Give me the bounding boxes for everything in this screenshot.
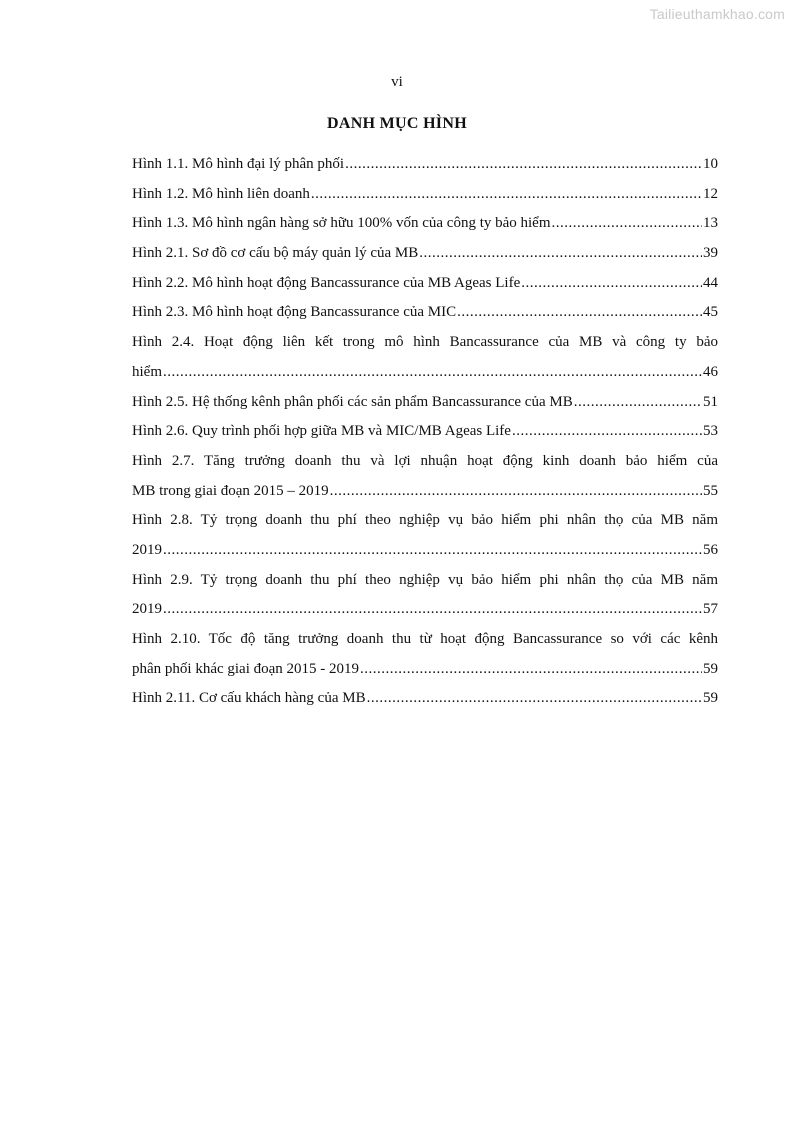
toc-entry-wrapped-line: [132, 447, 718, 477]
toc-entry-page-number: 53: [703, 423, 718, 440]
toc-entry-text: Hình 2.7. Tăng trưởng doanh thu và lợi nhuận hoạt động kinh doanh bảo hiểm của: [132, 452, 718, 469]
toc-entry-last-line: [132, 655, 718, 685]
dot-leader: [163, 536, 702, 566]
toc-entry-last-line: [132, 269, 718, 299]
toc-entry-page-number: 51: [703, 393, 718, 410]
toc-entry[interactable]: [132, 298, 718, 328]
dot-leader: [419, 239, 702, 269]
toc-entry-page-number: 44: [703, 274, 718, 291]
watermark: Tailieuthamkhao.com: [649, 6, 785, 22]
toc-entry-last-line: [132, 180, 718, 210]
toc-entry-text: Hình 2.10. Tốc độ tăng trưởng doanh thu từ hoạt động Bancassurance so với các kênh: [132, 631, 718, 647]
toc-entry-page-number: 57: [703, 601, 718, 618]
toc-entry[interactable]: [132, 388, 718, 418]
page-number: vi: [391, 74, 403, 90]
toc-entry[interactable]: [132, 180, 718, 210]
toc-entry-text: Hình 2.11. Cơ cấu khách hàng của MB: [132, 690, 366, 707]
dot-leader: [457, 298, 702, 328]
toc-entry-text: Hình 2.6. Quy trình phối hợp giữa MB và MIC/MB Ageas Life: [132, 423, 511, 440]
toc-entry-last-line: [132, 209, 718, 239]
toc-entry[interactable]: [132, 447, 718, 506]
toc-entry-text: MB trong giai đoạn 2015 – 2019: [132, 482, 329, 499]
toc-entry-last-line: [132, 150, 718, 180]
dot-leader: [574, 388, 702, 418]
toc-entry[interactable]: [132, 684, 718, 714]
toc-entry-text: Hình 2.2. Mô hình hoạt động Bancassurance của MB Ageas Life: [132, 274, 521, 291]
toc-entry-last-line: [132, 388, 718, 418]
toc-entry-text: phân phối khác giai đoạn 2015 - 2019: [132, 660, 360, 677]
toc-entry[interactable]: [132, 239, 718, 269]
dot-leader: [163, 358, 702, 388]
toc-entry-text: 2019: [132, 601, 162, 618]
toc-entry-text: 2019: [132, 541, 162, 558]
dot-leader: [360, 655, 702, 685]
toc-entry[interactable]: [132, 209, 718, 239]
dot-leader: [367, 684, 702, 714]
dot-leader: [512, 417, 702, 447]
toc-entry-text: Hình 1.1. Mô hình đại lý phân phối: [132, 156, 345, 172]
toc-entry[interactable]: [132, 566, 718, 625]
dot-leader: [552, 209, 702, 239]
toc-entry-text: Hình 1.2. Mô hình liên doanh: [132, 185, 310, 202]
toc-entry-wrapped-line: [132, 506, 718, 536]
toc-entry-page-number: 46: [703, 363, 718, 380]
dot-leader: [345, 150, 702, 180]
toc-entry-wrapped-line: [132, 566, 718, 596]
toc-entry-last-line: [132, 358, 718, 388]
toc-entry[interactable]: [132, 269, 718, 299]
toc-entry-page-number: 12: [703, 185, 718, 202]
toc-entry-last-line: [132, 239, 718, 269]
toc-entry-page-number: 55: [703, 482, 718, 499]
toc-entry-text: Hình 2.8. Tỷ trọng doanh thu phí theo nghiệp vụ bảo hiểm phi nhân thọ của MB năm: [132, 512, 718, 529]
toc-entry-last-line: [132, 684, 718, 714]
toc-entry-page-number: 13: [703, 215, 718, 232]
dot-leader: [330, 477, 702, 507]
toc-entry[interactable]: [132, 328, 718, 387]
toc-entry-page-number: 59: [703, 690, 718, 707]
dot-leader: [521, 269, 702, 299]
toc-entry-last-line: [132, 417, 718, 447]
toc-entry-last-line: [132, 536, 718, 566]
toc-entry-text: Hình 2.9. Tỷ trọng doanh thu phí theo nghiệp vụ bảo hiểm phi nhân thọ của MB năm: [132, 571, 718, 588]
toc-entry-page-number: 39: [703, 245, 718, 262]
dot-leader: [311, 180, 702, 210]
toc-entry-last-line: [132, 595, 718, 625]
toc-entry-wrapped-line: [132, 328, 718, 358]
toc-entry-text: hiểm: [132, 363, 162, 380]
toc-entry-text: Hình 1.3. Mô hình ngân hàng sở hữu 100% vốn của công ty bảo hiểm: [132, 215, 551, 232]
toc-entry-page-number: 59: [703, 660, 718, 677]
toc-entry-text: Hình 2.5. Hệ thống kênh phân phối các sản phẩm Bancassurance của MB: [132, 393, 573, 410]
toc-entry[interactable]: [132, 417, 718, 447]
toc-entry-text: Hình 2.3. Mô hình hoạt động Bancassurance của MIC: [132, 304, 457, 321]
toc-entry-page-number: 56: [703, 541, 718, 558]
toc-entry[interactable]: [132, 625, 718, 684]
toc-entry-wrapped-line: [132, 625, 718, 655]
toc-entry-page-number: 45: [703, 304, 718, 321]
dot-leader: [163, 595, 702, 625]
toc-entry-text: Hình 2.4. Hoạt động liên kết trong mô hình Bancassurance của MB và công ty bảo: [132, 334, 718, 351]
toc-entry-last-line: [132, 477, 718, 507]
figure-list: [132, 150, 718, 714]
page-title: DANH MỤC HÌNH: [327, 115, 467, 132]
toc-entry[interactable]: [132, 506, 718, 565]
toc-entry[interactable]: [132, 150, 718, 180]
toc-entry-last-line: [132, 298, 718, 328]
toc-entry-text: Hình 2.1. Sơ đồ cơ cấu bộ máy quản lý của MB: [132, 245, 419, 262]
toc-entry-page-number: 10: [703, 156, 718, 172]
